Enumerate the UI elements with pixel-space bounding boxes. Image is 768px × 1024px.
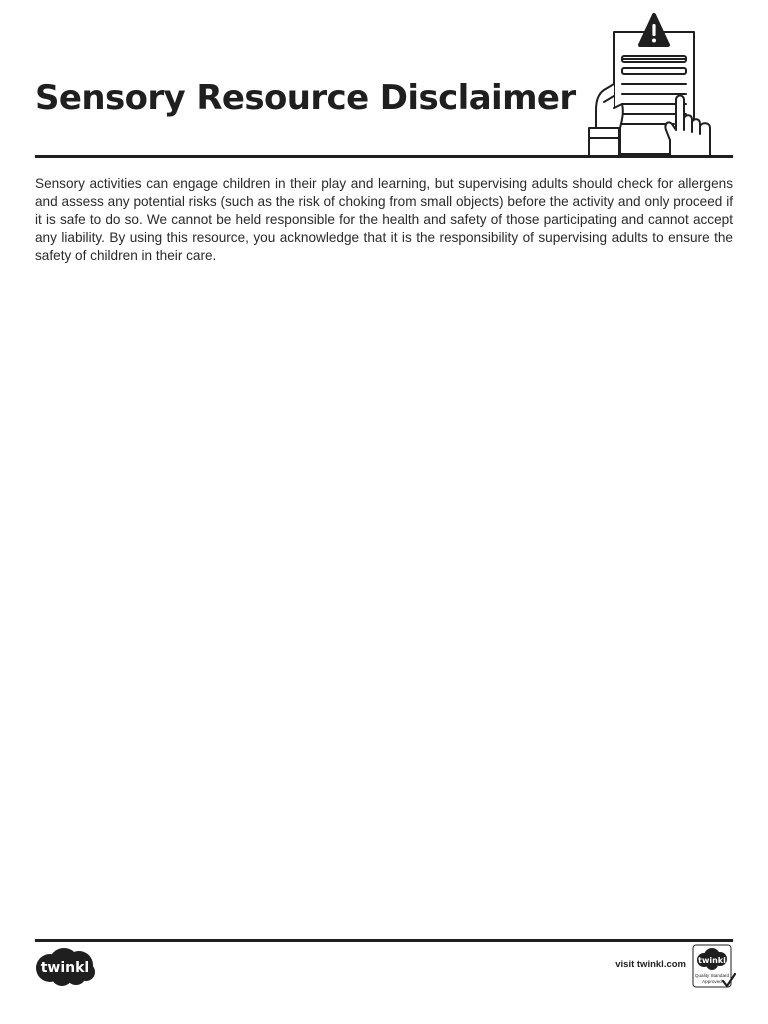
svg-text:twinkl: twinkl bbox=[40, 960, 90, 976]
page-title: Sensory Resource Disclaimer bbox=[35, 78, 576, 118]
quality-standard-badge bbox=[692, 944, 736, 990]
svg-text:Quality Standard: Quality Standard bbox=[694, 973, 730, 978]
svg-text:twinkl: twinkl bbox=[698, 956, 726, 965]
disclaimer-text: Sensory activities can engage children in their play and learning, but supervising adults should check for allergens and assess any potential risks (such as the risk of choking from small objects) before the activity and only proceed if it is safe to do so. We cannot be held responsible for the health and safety of those participating and cannot accept any liability. By using this resource, you acknowledge that it is the responsibility of supervising adults to ensure the safety of children in their care. bbox=[35, 176, 733, 263]
footer-divider bbox=[35, 939, 733, 942]
clipboard-warning-icon bbox=[586, 12, 718, 158]
header-divider bbox=[35, 155, 733, 158]
svg-text:Approved: Approved bbox=[702, 979, 722, 984]
twinkl-logo bbox=[34, 945, 96, 987]
visit-twinkl-link[interactable]: visit twinkl.com bbox=[615, 959, 686, 970]
